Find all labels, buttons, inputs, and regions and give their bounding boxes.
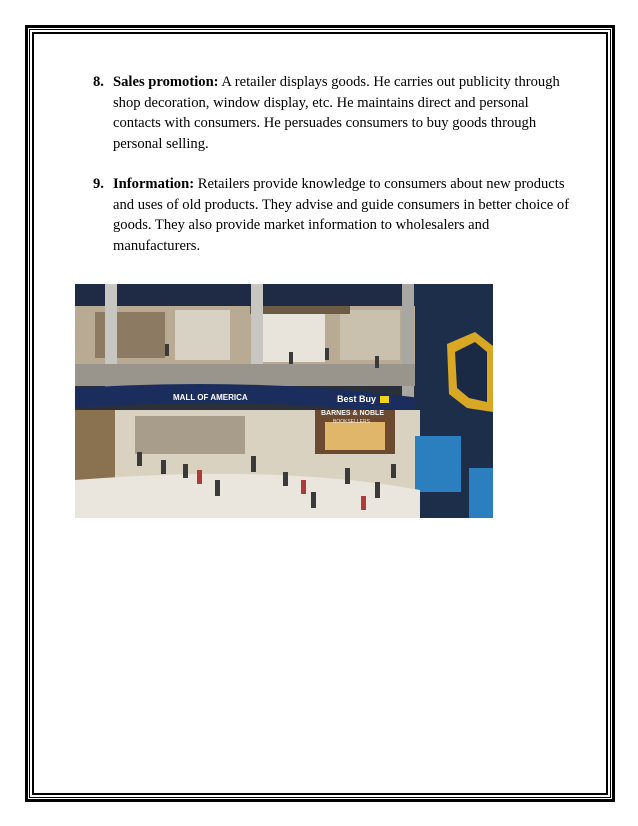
retailer-functions-list bbox=[93, 72, 573, 256]
item-term: Sales promotion: bbox=[113, 74, 219, 90]
bestbuy-tag-icon bbox=[380, 396, 389, 403]
bookstore-subsign: BOOKSELLERS bbox=[333, 419, 370, 425]
item-text: Retailers provide knowledge to consumers about new products and uses of old products. They advise and guide consumers in better choice of goods. They also provide market information to wholesalers and manufacturers. bbox=[113, 176, 570, 254]
item-number: 9. bbox=[93, 176, 104, 192]
item-term: Information: bbox=[113, 176, 195, 192]
item-number: 8. bbox=[93, 74, 104, 90]
list-item bbox=[93, 174, 573, 256]
bookstore-sign: BARNES & NOBLE bbox=[321, 410, 385, 417]
item-text: A retailer displays goods. He carries out publicity through shop decoration, window display, etc. He maintains direct and personal contacts with consumers. He persuades consumers to buy goods through personal selling. bbox=[113, 74, 560, 152]
mall-sign: MALL OF AMERICA bbox=[173, 393, 248, 402]
bestbuy-sign: Best Buy bbox=[337, 394, 377, 404]
list-item bbox=[93, 72, 573, 154]
mall-photo bbox=[75, 284, 493, 518]
